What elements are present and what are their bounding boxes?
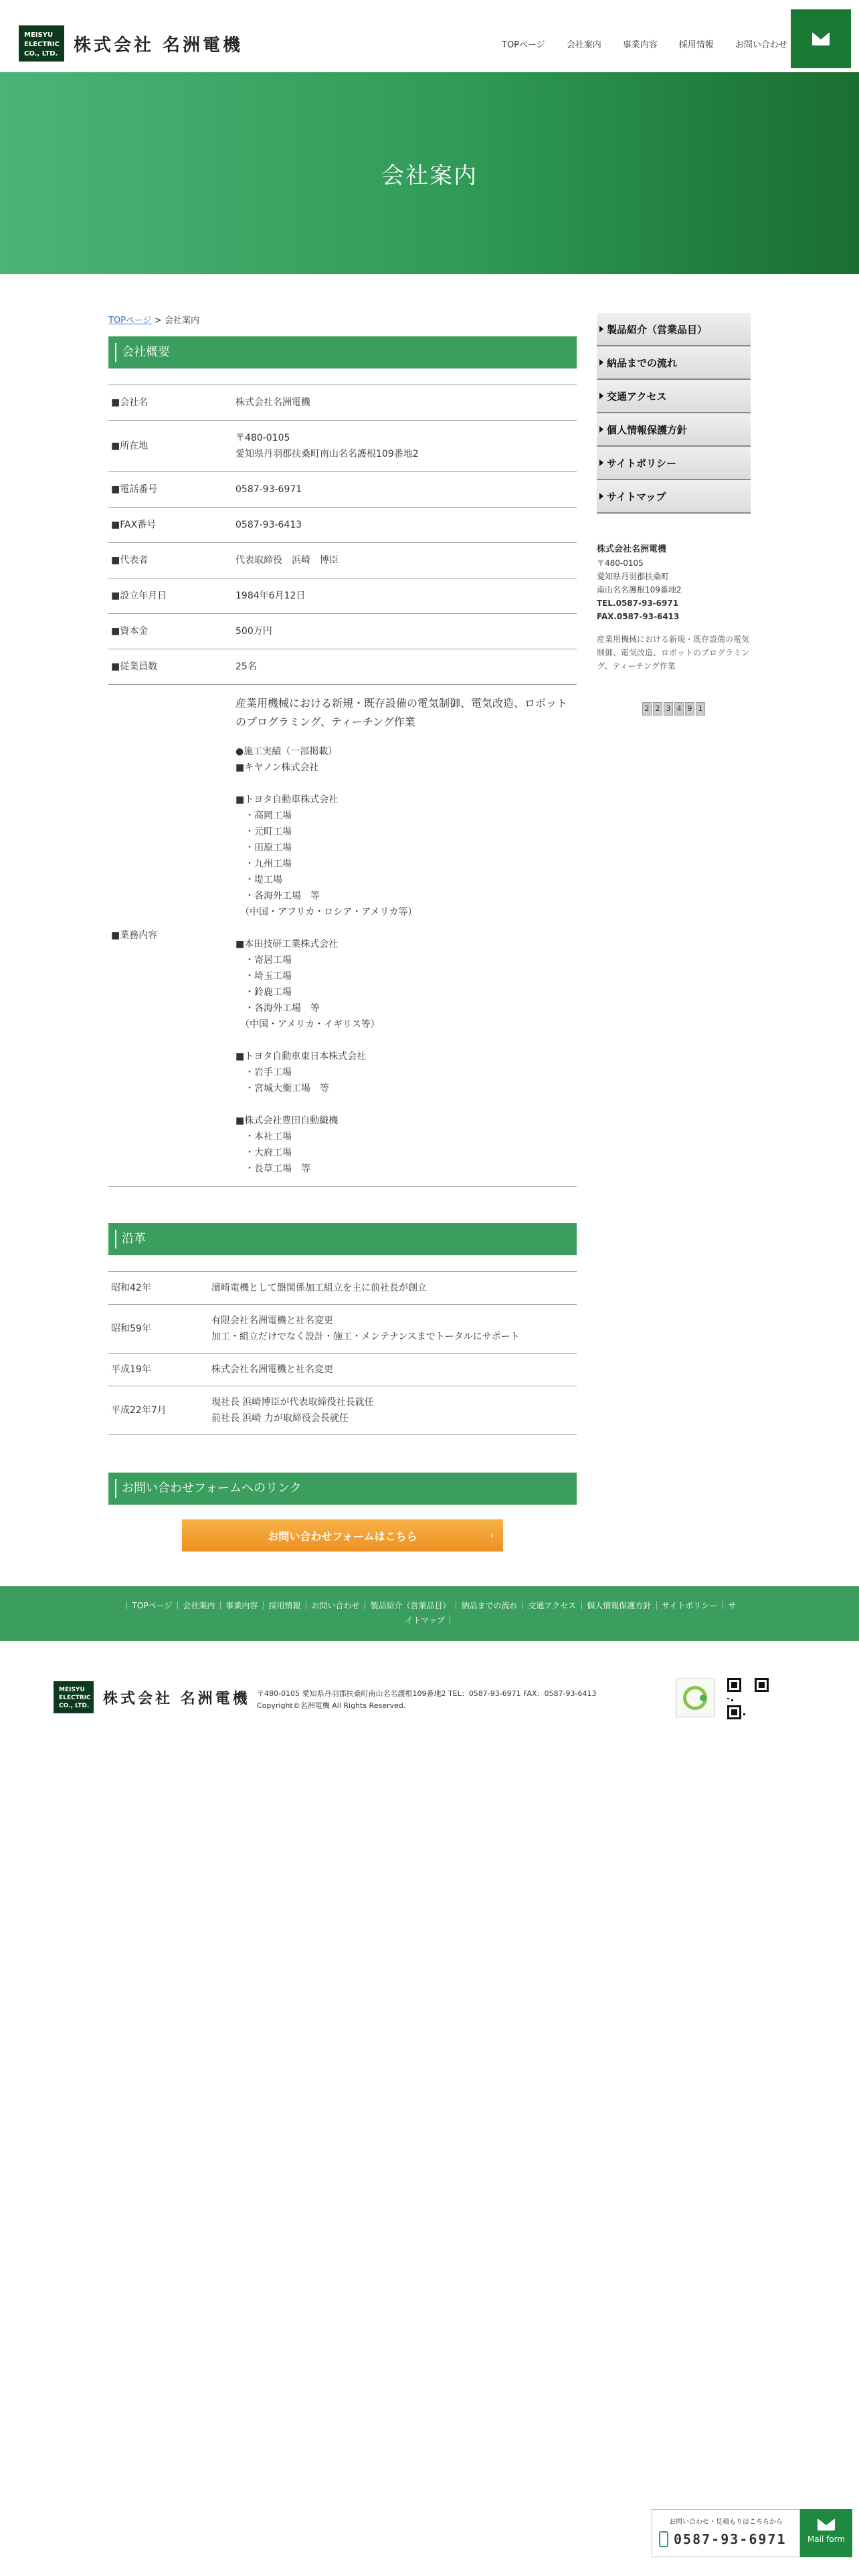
business-line: ・各海外工場 等 [235,1003,320,1014]
sidebar-item-policy[interactable] [597,447,751,480]
business-lines [235,744,574,1177]
qr-module [767,1678,769,1692]
history-event-line: 加工・組立だけでなく設計・施工・メンテナンスまでトータルにサポート [211,1331,520,1342]
qr-module [739,1705,741,1719]
business-line: ■本田技研工業株式会社 [235,939,339,950]
logo-mark [54,1681,94,1713]
business-line: ・埼玉工場 [235,971,292,982]
table-row [108,1386,577,1435]
table-row [108,614,577,649]
table-row [108,1305,577,1354]
row-value: 1984年6月12日 [233,578,577,614]
fixed-phone-row [652,2531,799,2547]
history-event-line: 前社長 浜崎 力が取締役会長就任 [211,1413,349,1424]
sidebar-item-label: 個人情報保護方針 [607,423,688,436]
nav-top[interactable]: TOPページ [502,40,545,50]
sidebar-addr1: 愛知県丹羽郡扶桑町 [597,572,670,581]
copyright: Copyright©名洲電機 All Rights Reserved. [257,1701,406,1710]
qr-module [731,1709,737,1715]
qr-module [739,1678,741,1692]
counter-digit: 4 [674,702,684,716]
footer-address-block [257,1688,596,1712]
counter-digit: 1 [696,702,705,716]
logo-line2: ELECTRIC [24,41,60,48]
row-key: ■所在地 [108,421,233,472]
business-line: ・高岡工場 [235,811,292,821]
business-line: ・長草工場 等 [235,1164,310,1174]
business-line [235,920,574,936]
address: 愛知県丹羽郡扶桑町南山名名護根109番地2 [235,449,419,459]
site-logo[interactable] [19,25,243,62]
business-line: ・九州工場 [235,859,292,869]
sidebar-fax: FAX.0587-93-6413 [597,612,680,621]
logo-mark [19,25,64,62]
qr-module [727,1678,729,1692]
sidebar-item-products[interactable] [597,313,751,346]
row-value: 0587-93-6413 [233,508,577,543]
contact-heading: お問い合わせフォームへのリンク [108,1473,577,1505]
business-line: （中国・アフリカ・ロシア・アメリカ等） [235,907,417,918]
business-line: ■トヨタ自動車株式会社 [235,794,339,805]
overview-heading: 会社概要 [108,336,577,368]
sidebar-company: 株式会社名洲電機 [597,544,667,554]
footer-company-name: 株式会社 名洲電機 [103,1690,250,1707]
business-line: ・岩手工場 [235,1067,292,1078]
logo-line3: CO., LTD. [59,1703,90,1709]
history-event [209,1386,577,1435]
footer-nav-link[interactable]: サイトマップ [405,1601,737,1625]
sidebar-item-label: 製品紹介（営業品目） [607,323,708,336]
history-heading: 沿革 [108,1223,577,1255]
business-line [235,1033,574,1049]
overview-table [108,385,577,1187]
triangle-icon [599,493,603,500]
breadcrumb-home-link[interactable]: TOPページ [108,316,152,326]
table-row [108,685,577,1187]
sidebar-item-label: サイトポリシー [607,457,676,469]
footer-nav-link[interactable]: 採用情報 [268,1601,301,1610]
row-value: 株式会社名洲電機 [233,385,577,421]
site-header [0,0,859,72]
footer-nav-link[interactable]: お問い合わせ [311,1601,360,1610]
triangle-icon [599,393,603,399]
page-title: 会社案内 [381,162,478,189]
header-mail-button[interactable] [791,9,851,68]
table-row [108,649,577,685]
sidebar-zip: 〒480-0105 [597,558,644,568]
history-table [108,1271,577,1435]
counter-digit: 2 [653,702,662,716]
logo-line2: ELECTRIC [59,1695,91,1701]
history-year: 昭和59年 [108,1305,209,1354]
mail-form-label: Mail form [807,2535,846,2544]
business-content [233,685,577,1187]
table-row [108,578,577,614]
row-key: ■従業員数 [108,649,233,685]
row-key: ■代表者 [108,543,233,578]
sidebar-item-sitemap[interactable] [597,480,751,514]
sidebar-address [597,543,751,623]
table-row [108,543,577,578]
history-event [209,1305,577,1354]
fixed-phone-number: 0587-93-6971 [674,2531,787,2547]
sidebar-description: 産業用機械における新規・既存設備の電気制御、電気改造、ロボットのプログラミング、ティーチング作業 [597,635,750,671]
business-line: ■キヤノン株式会社 [235,762,319,773]
row-key: ■FAX番号 [108,508,233,543]
business-lead: 産業用機械における新規・既存設備の電気制御、電気改造、ロボットのプログラミング、ティーチング作業 [235,697,568,728]
fixed-mail-button[interactable] [800,2509,852,2557]
business-line: ■株式会社豊田自動織機 [235,1115,339,1126]
business-line: ・寄居工場 [235,955,292,966]
sidebar-item-access[interactable] [597,380,751,413]
business-line: ・宮城大衡工場 等 [235,1083,329,1094]
arrow-right-icon: › [490,1531,494,1540]
business-line: ・大府工場 [235,1148,292,1158]
sidebar-item-privacy[interactable] [597,413,751,447]
business-line: ●施工実績（一部掲載） [235,746,338,757]
breadcrumb-current: 会社案内 [164,316,199,326]
footer-nav-link[interactable]: 納品までの流れ [461,1601,518,1610]
fixed-phone-contact[interactable] [652,2509,800,2557]
footer-nav-link[interactable]: 製品紹介（営業品目） [370,1601,451,1610]
row-key: ■資本金 [108,614,233,649]
row-value: 500万円 [233,614,577,649]
row-key: ■業務内容 [108,685,233,1187]
history-year: 平成22年7月 [108,1386,209,1435]
footer-logo[interactable] [54,1681,250,1713]
company-name: 株式会社 名洲電機 [74,35,244,56]
history-year: 昭和42年 [108,1272,209,1305]
access-counter [597,702,751,716]
footer-nav: ｜ TOPページ ｜ 会社案内 ｜ 事業内容 ｜ 採用情報 ｜ お問い合わせ ｜ 製品紹介（営業品目） ｜ 納品までの流れ ｜ 交通アクセス ｜ 個人情報保護方針 ｜ サイトポリシー ｜ サイトマップ ｜ [0,1586,859,1641]
row-key: ■電話番号 [108,472,233,508]
nav-contact[interactable]: お問い合わせ [735,40,787,50]
history-event: 株式会社名洲電機と社名変更 [209,1354,577,1386]
qr-module [759,1682,765,1688]
sidebar-item-flow[interactable] [597,346,751,380]
footer-address: 〒480-0105 愛知県丹羽郡扶桑町南山名名護根109番地2 TEL：0587-93-6971 FAX：0587-93-6413 [257,1689,597,1698]
business-line: ・鈴鹿工場 [235,987,292,998]
logo-line1: MEISYU [24,31,54,39]
table-row [108,385,577,421]
contact-form-label: お問い合わせフォームはこちら [268,1529,417,1543]
table-row [108,472,577,508]
badge-ring [683,1686,707,1710]
business-line: ・本社工場 [235,1132,292,1142]
logo-line3: CO., LTD. [24,50,58,58]
table-row [108,1272,577,1305]
footer-nav-link[interactable]: サイトポリシー [662,1601,718,1610]
history-year: 平成19年 [108,1354,209,1386]
footer-nav-link[interactable]: 会社案内 [183,1601,215,1610]
counter-digit: 3 [664,702,673,716]
sidebar-item-label: 交通アクセス [607,390,667,403]
breadcrumb-sep: > [151,316,165,326]
counter-digit: 9 [685,702,694,716]
qr-module [731,1682,737,1688]
logo-line1: MEISYU [59,1687,85,1693]
business-line: ・堤工場 [235,875,282,885]
sidebar-addr2: 南山名名護根109番地2 [597,585,682,595]
business-line: ・各海外工場 等 [235,891,320,901]
history-event-line: 有限会社名洲電機と社名変更 [211,1315,333,1326]
table-row [108,421,577,472]
footer-nav-link[interactable]: 事業内容 [225,1601,258,1610]
sidebar-item-label: サイトマップ [607,490,666,503]
page-hero [0,72,859,274]
row-value: 25名 [233,649,577,685]
nav-recruit[interactable]: 採用情報 [678,40,714,50]
breadcrumb [108,313,577,326]
row-value: 0587-93-6971 [233,472,577,508]
main-content [108,313,577,1551]
business-line: ・田原工場 [235,843,292,853]
row-value: 代表取締役 浜崎 博臣 [233,543,577,578]
business-line: ・元町工場 [235,827,292,837]
table-row [108,1354,577,1386]
row-value [233,421,577,472]
row-key: ■会社名 [108,385,233,421]
business-line: ■トヨタ自動車東日本株式会社 [235,1051,367,1062]
triangle-icon [599,359,603,366]
business-line [235,1097,574,1113]
nav-company[interactable]: 会社案内 [566,40,601,50]
site-footer [54,1679,805,1725]
table-row [108,508,577,543]
eco-badge-icon[interactable] [676,1679,714,1717]
qr-code-icon [727,1677,768,1719]
business-line [235,776,574,792]
sidebar-tel: TEL.0587-93-6971 [597,599,679,608]
triangle-icon [599,326,603,332]
global-nav [491,37,798,50]
qr-module [743,1713,745,1715]
qr-module [727,1705,729,1719]
history-event: 濱崎電機として盤関係加工組立を主に前社長が創立 [209,1272,577,1305]
envelope-icon [812,32,830,45]
nav-business[interactable]: 事業内容 [622,40,658,50]
phone-icon [659,2531,668,2547]
sidebar [597,313,751,716]
row-key: ■設立年月日 [108,578,233,614]
history-event-line: 現社長 浜崎博臣が代表取締役社長就任 [211,1397,374,1408]
qr-module [727,1698,729,1700]
footer-nav-link[interactable]: TOPページ [132,1601,173,1610]
envelope-icon [818,2518,835,2531]
fixed-contact-title: お問い合わせ・見積もりはこちらから [669,2518,783,2526]
contact-form-button[interactable] [182,1519,503,1551]
business-line: （中国・アメリカ・イギリス等） [235,1019,380,1030]
qr-module [731,1699,733,1701]
counter-digit: 2 [642,702,652,716]
footer-nav-link[interactable]: 交通アクセス [528,1601,577,1610]
triangle-icon [599,459,603,466]
sidebar-item-label: 納品までの流れ [607,356,678,369]
qr-module [755,1678,757,1692]
zip-code: 〒480-0105 [235,433,290,443]
triangle-icon [599,426,603,433]
footer-nav-link[interactable]: 個人情報保護方針 [587,1601,652,1610]
